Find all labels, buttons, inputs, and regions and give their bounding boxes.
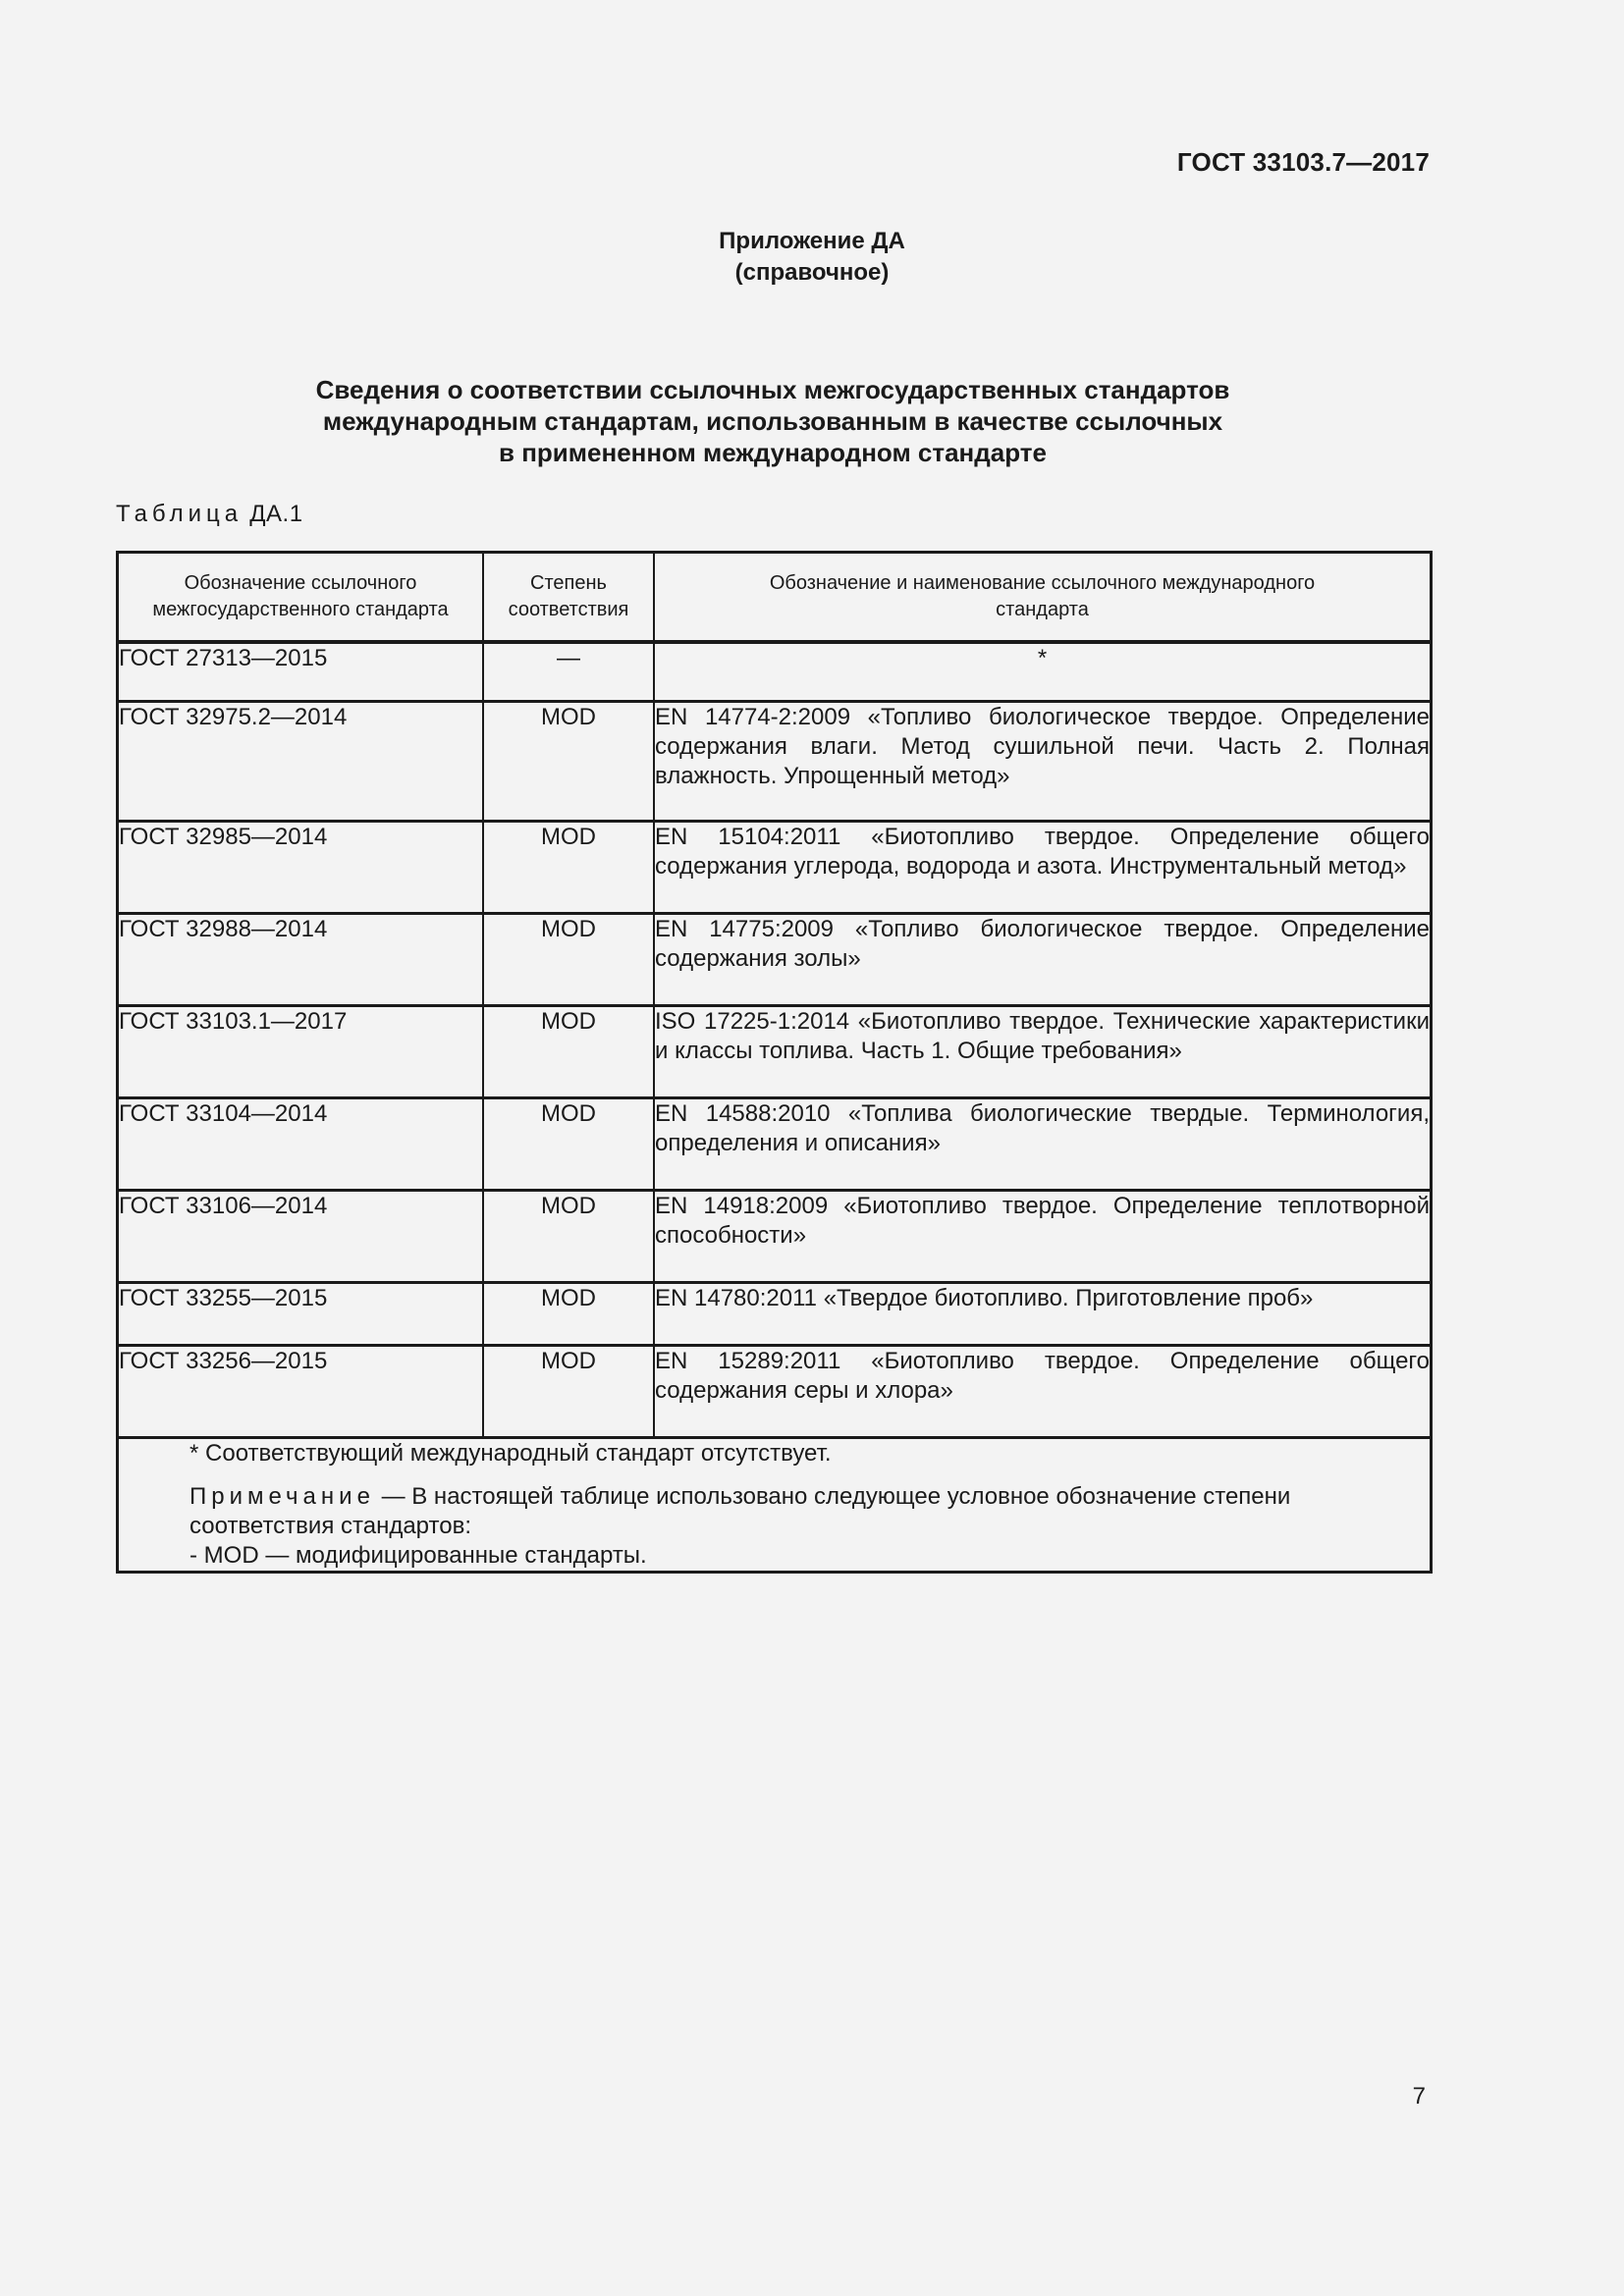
intl-standard-cell: EN 14775:2009 «Топливо биологическое твердое. Определение содержания золы»	[654, 913, 1432, 1005]
table-label-number: ДА.1	[249, 501, 303, 527]
table-row	[118, 1097, 1432, 1190]
appendix-title: Приложение ДА	[719, 228, 905, 254]
intl-standard-cell: ISO 17225-1:2014 «Биотопливо твердое. Технические характеристики и классы топлива. Часть 1. Общие требования»	[654, 1005, 1432, 1097]
standards-table	[116, 551, 1433, 1574]
note-head: Примечание	[189, 1482, 375, 1510]
table-row	[118, 1005, 1432, 1097]
gost-cell: ГОСТ 33103.1—2017	[118, 1005, 484, 1097]
header-intl: Обозначение и наименование ссылочного международного стандарта	[654, 553, 1432, 643]
degree-cell: MOD	[483, 1190, 654, 1282]
appendix-heading	[0, 226, 1624, 289]
document-code: ГОСТ 33103.7—2017	[1176, 147, 1430, 177]
intl-standard-cell: EN 14918:2009 «Биотопливо твердое. Определение теплотворной способности»	[654, 1190, 1432, 1282]
table-row	[118, 1345, 1432, 1437]
gost-cell: ГОСТ 32988—2014	[118, 913, 484, 1005]
page-number: 7	[1412, 2083, 1426, 2109]
degree-cell: MOD	[483, 1097, 654, 1190]
section-title-line: Сведения о соответствии ссылочных межгосударственных стандартов	[315, 375, 1230, 404]
footnote: * Соответствующий международный стандарт отсутствует.	[189, 1439, 832, 1467]
table-notes	[118, 1437, 1432, 1572]
intl-standard-cell: EN 15289:2011 «Биотопливо твердое. Определение общего содержания серы и хлора»	[654, 1345, 1432, 1437]
intl-standard-cell: EN 14780:2011 «Твердое биотопливо. Приготовление проб»	[654, 1282, 1432, 1345]
degree-cell: MOD	[483, 821, 654, 913]
note-text: — В настоящей таблице использовано следующее условное обозначение степени соответствия стандартов:	[189, 1482, 1291, 1539]
intl-standard-cell: EN 14774-2:2009 «Топливо биологическое твердое. Определение содержания влаги. Метод сушильной печи. Часть 2. Полная влажность. Упрощенный метод»	[654, 701, 1432, 821]
header-degree: Степень соответствия	[483, 553, 654, 643]
table-row	[118, 701, 1432, 821]
gost-cell: ГОСТ 32975.2—2014	[118, 701, 484, 821]
intl-standard-cell: *	[654, 642, 1432, 701]
section-title-line: международным стандартам, использованным в качестве ссылочных	[322, 406, 1223, 436]
section-title-line: в примененном международном стандарте	[499, 438, 1047, 467]
gost-cell: ГОСТ 33256—2015	[118, 1345, 484, 1437]
table-row	[118, 1190, 1432, 1282]
degree-cell: —	[483, 642, 654, 701]
table-row	[118, 821, 1432, 913]
gost-cell: ГОСТ 33255—2015	[118, 1282, 484, 1345]
intl-standard-cell: EN 14588:2010 «Топлива биологические твердые. Терминология, определения и описания»	[654, 1097, 1432, 1190]
gost-cell: ГОСТ 33106—2014	[118, 1190, 484, 1282]
table-footer-row	[118, 1437, 1432, 1572]
header-gost: Обозначение ссылочного межгосударственного стандарта	[118, 553, 484, 643]
degree-cell: MOD	[483, 1345, 654, 1437]
degree-cell: MOD	[483, 913, 654, 1005]
degree-cell: MOD	[483, 1282, 654, 1345]
intl-standard-cell: EN 15104:2011 «Биотопливо твердое. Определение общего содержания углерода, водорода и азота. Инструментальный метод»	[654, 821, 1432, 913]
appendix-subtitle: (справочное)	[734, 259, 890, 286]
table-header-row	[118, 553, 1432, 643]
table-row	[118, 1282, 1432, 1345]
table-row	[118, 913, 1432, 1005]
note-item: - MOD — модифицированные стандарты.	[189, 1541, 647, 1569]
degree-cell: MOD	[483, 1005, 654, 1097]
section-title	[0, 374, 1545, 468]
note	[119, 1482, 1430, 1541]
gost-cell: ГОСТ 32985—2014	[118, 821, 484, 913]
gost-cell: ГОСТ 33104—2014	[118, 1097, 484, 1190]
table-row	[118, 642, 1432, 701]
table-label-word: Таблица	[116, 501, 244, 527]
degree-cell: MOD	[483, 701, 654, 821]
table-label	[116, 501, 303, 528]
gost-cell: ГОСТ 27313—2015	[118, 642, 484, 701]
